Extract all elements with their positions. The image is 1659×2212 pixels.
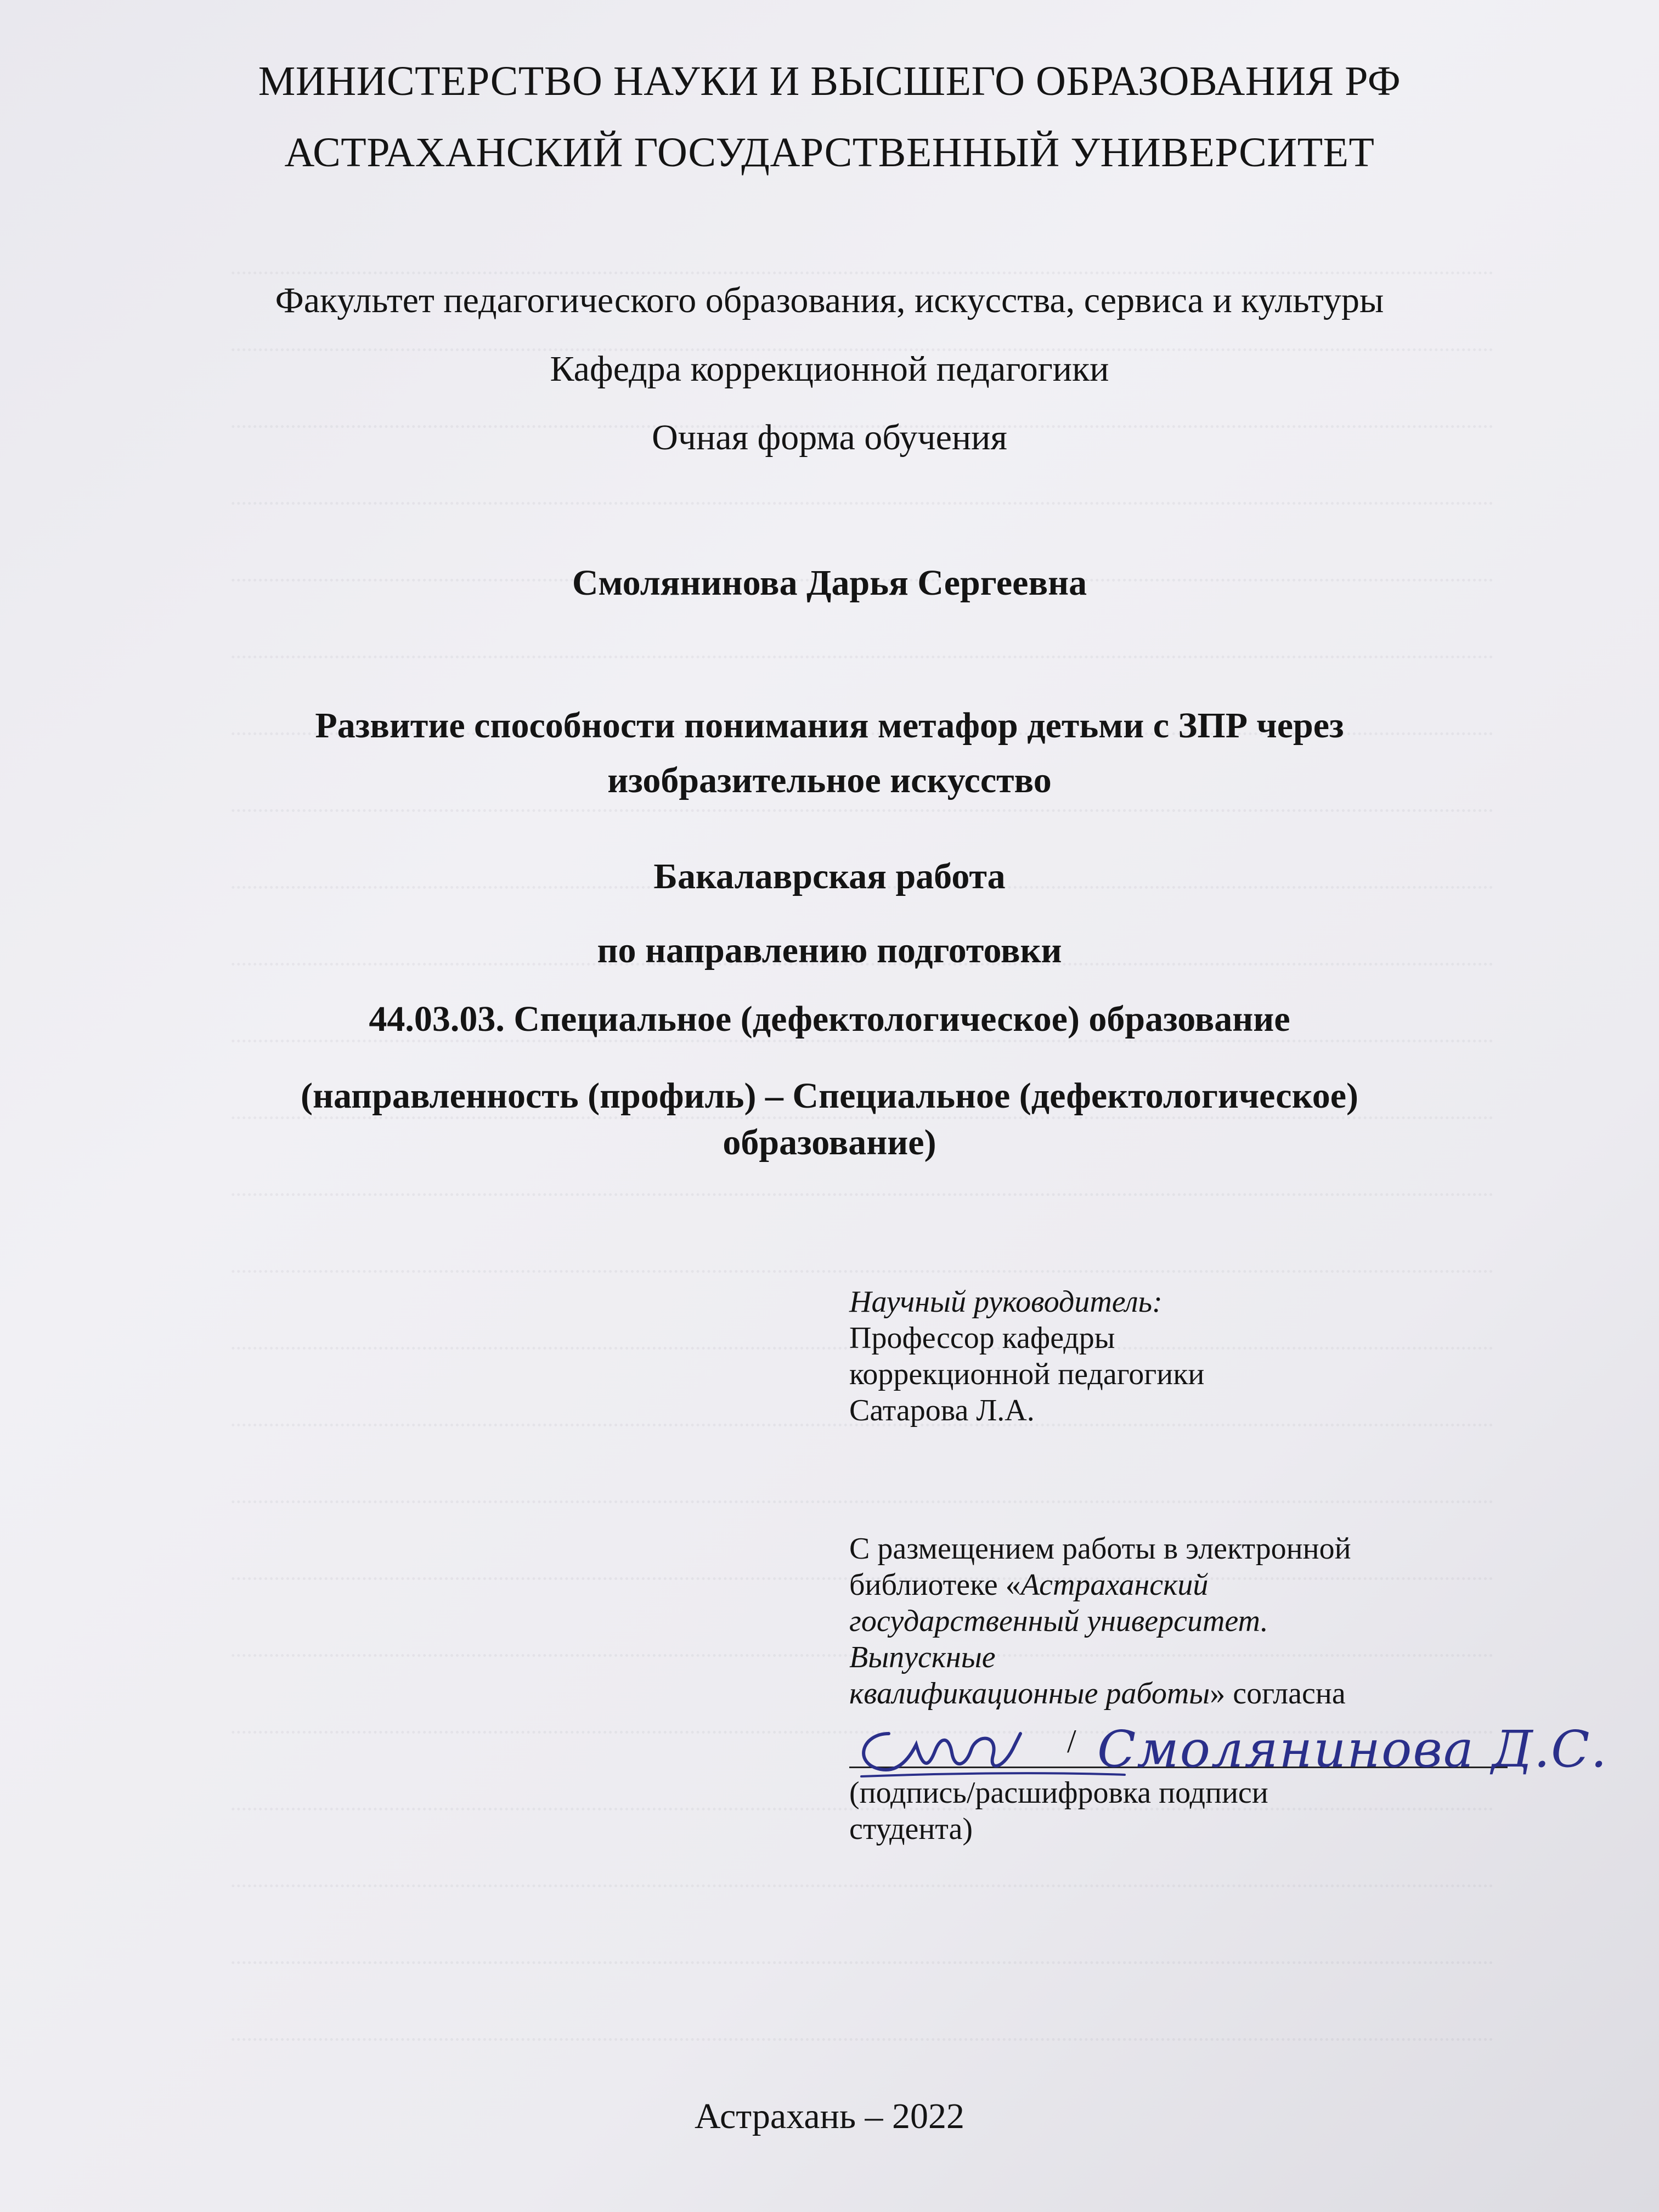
supervisor-block <box>849 1284 1497 1429</box>
consent-line2 <box>849 1567 1497 1603</box>
signature-caption <box>849 1775 1497 1847</box>
thesis-title-line1: Развитие способности понимания метафор детьми с ЗПР через <box>315 706 1344 746</box>
signature-caption-line1: (подпись/расшифровка подписи <box>849 1776 1268 1810</box>
consent-line4: Выпускные <box>849 1640 996 1674</box>
supervisor-position-line1: Профессор кафедры <box>849 1321 1115 1355</box>
consent-block <box>849 1531 1497 1712</box>
profile-line2: образование) <box>723 1122 936 1163</box>
department-name: Кафедра коррекционной педагогики <box>550 349 1109 389</box>
consent-line2-prefix: библиотеке « <box>849 1568 1021 1602</box>
supervisor-position-line2: коррекционной педагогики <box>849 1357 1205 1391</box>
profile-line1: (направленность (профиль) – Специальное (дефектологическое) <box>300 1076 1359 1116</box>
direction-label: по направлению подготовки <box>597 930 1062 970</box>
signature-caption-line2: студента) <box>849 1812 973 1846</box>
consent-line5-italic: квалификационные работы <box>849 1677 1210 1711</box>
work-type: Бакалаврская работа <box>653 856 1006 896</box>
supervisor-name: Сатарова Л.А. <box>849 1393 1035 1427</box>
signature-scribble <box>864 1734 1020 1770</box>
university-heading: АСТРАХАНСКИЙ ГОСУДАРСТВЕННЫЙ УНИВЕРСИТЕТ <box>284 129 1375 176</box>
consent-line5 <box>849 1675 1497 1712</box>
handwritten-name: Смолянинова Д.С. <box>1097 1720 1608 1779</box>
consent-line3: государственный университет. <box>849 1604 1268 1638</box>
consent-line1: С размещением работы в электронной <box>849 1532 1351 1566</box>
signature-slash: / <box>1067 1723 1076 1759</box>
supervisor-label: Научный руководитель: <box>849 1285 1163 1319</box>
faculty-name: Факультет педагогического образования, искусства, сервиса и культуры <box>275 280 1384 320</box>
consent-line2-italic: Астраханский <box>1020 1568 1209 1602</box>
thesis-title-line2: изобразительное искусство <box>607 760 1052 800</box>
city-year: Астрахань – 2022 <box>694 2096 965 2136</box>
direction-code: 44.03.03. Специальное (дефектологическое) образование <box>369 999 1290 1039</box>
ministry-heading: МИНИСТЕРСТВО НАУКИ И ВЫСШЕГО ОБРАЗОВАНИЯ РФ <box>258 58 1401 104</box>
study-form: Очная форма обучения <box>652 417 1007 458</box>
author-name: Смолянинова Дарья Сергеевна <box>572 563 1087 603</box>
consent-line5-suffix: » согласна <box>1210 1677 1346 1711</box>
